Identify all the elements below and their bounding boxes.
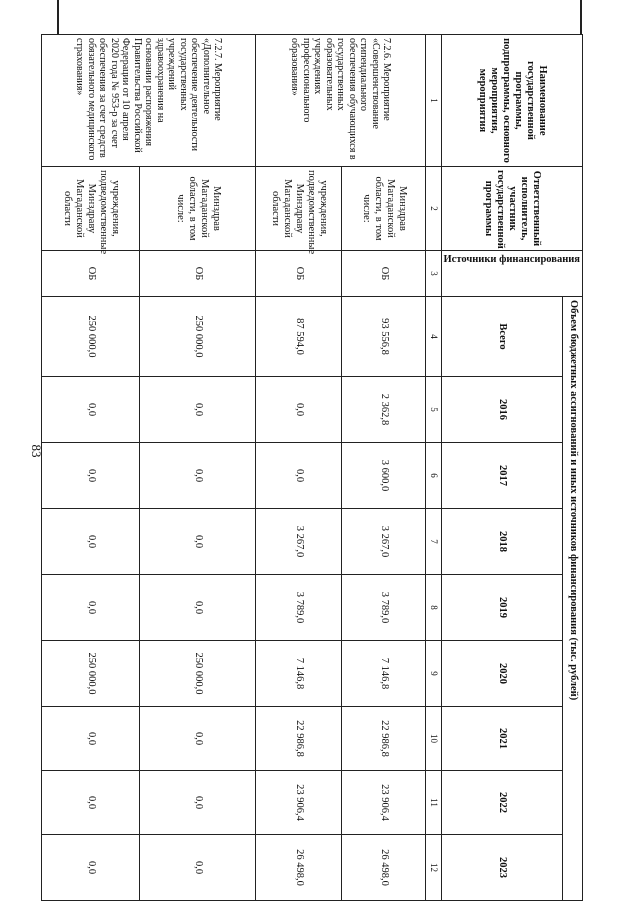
value-cell: 23 906,4 xyxy=(342,771,426,835)
executor-cell: Минздрав Магаданской области, в том числе: xyxy=(140,167,256,251)
value-cell: 0,0 xyxy=(140,771,256,835)
value-total: 93 556,8 xyxy=(342,297,426,377)
funding-table xyxy=(41,34,583,901)
value-cell: 0,0 xyxy=(42,707,140,771)
value-cell: 7 146,8 xyxy=(256,641,342,707)
top-border-right xyxy=(580,0,582,34)
header-year: 2018 xyxy=(441,509,563,575)
column-index: 12 xyxy=(426,835,441,901)
value-cell: 0,0 xyxy=(42,575,140,641)
value-cell: 26 498,0 xyxy=(342,835,426,901)
value-cell: 0,0 xyxy=(42,835,140,901)
executor-cell: учреждения, подведомственные Минздраву Магаданской области xyxy=(42,167,140,251)
header-year: 2019 xyxy=(441,575,563,641)
top-border-left xyxy=(57,0,59,34)
value-cell: 0,0 xyxy=(140,377,256,443)
value-cell: 0,0 xyxy=(42,377,140,443)
column-index: 1 xyxy=(426,35,441,167)
value-cell: 0,0 xyxy=(256,443,342,509)
header-year: 2016 xyxy=(441,377,563,443)
source-cell: ОБ xyxy=(140,251,256,297)
header-name: Наименование государственной программы, подпрограммы, основного мероприятия, мероприятия xyxy=(441,35,582,167)
header-total: Всего xyxy=(441,297,563,377)
value-cell: 22 986,8 xyxy=(256,707,342,771)
value-cell: 22 986,8 xyxy=(342,707,426,771)
value-cell: 0,0 xyxy=(42,443,140,509)
header-executor: Ответственный исполнитель, участник государственной программы xyxy=(441,167,582,251)
value-total: 250 000,0 xyxy=(42,297,140,377)
value-cell: 0,0 xyxy=(140,509,256,575)
column-index: 5 xyxy=(426,377,441,443)
value-cell: 0,0 xyxy=(140,835,256,901)
value-cell: 250 000,0 xyxy=(140,641,256,707)
column-index: 9 xyxy=(426,641,441,707)
value-cell: 0,0 xyxy=(42,509,140,575)
value-cell: 250 000,0 xyxy=(42,641,140,707)
column-index: 7 xyxy=(426,509,441,575)
value-cell: 26 498,0 xyxy=(256,835,342,901)
value-cell: 2 362,8 xyxy=(342,377,426,443)
source-cell: ОБ xyxy=(42,251,140,297)
value-cell: 3 267,0 xyxy=(256,509,342,575)
column-index: 6 xyxy=(426,443,441,509)
value-cell: 0,0 xyxy=(140,575,256,641)
value-total: 250 000,0 xyxy=(140,297,256,377)
column-index: 10 xyxy=(426,707,441,771)
header-year: 2021 xyxy=(441,707,563,771)
executor-cell: Минздрав Магаданской области, в том числе: xyxy=(342,167,426,251)
value-cell: 0,0 xyxy=(256,377,342,443)
table-row xyxy=(140,35,256,901)
value-cell: 7 146,8 xyxy=(342,641,426,707)
value-total: 87 594,0 xyxy=(256,297,342,377)
rotated-table-frame xyxy=(57,34,583,900)
header-year: 2022 xyxy=(441,771,563,835)
value-cell: 0,0 xyxy=(140,443,256,509)
header-funding-title: Объем бюджетных ассигнований и иных источников финансирования (тыс. рублей) xyxy=(563,297,583,901)
value-cell: 3 267,0 xyxy=(342,509,426,575)
source-cell: ОБ xyxy=(256,251,342,297)
value-cell: 3 600,0 xyxy=(342,443,426,509)
measure-name: 7.2.7. Мероприятие «Дополнительное обеспечение деятельности государственных учреждений здравоохранения на основании распоряжения Правительства Российской Федерации от 10 апреля 2020 года № 953-р за счет обеспечения за счет средств обязательного медицинского страхования» xyxy=(42,35,256,167)
header-source: Источники финансирования xyxy=(441,251,582,297)
column-index: 2 xyxy=(426,167,441,251)
value-cell: 3 789,0 xyxy=(342,575,426,641)
column-index: 11 xyxy=(426,771,441,835)
value-cell: 0,0 xyxy=(140,707,256,771)
page-number: 83 xyxy=(29,444,44,458)
measure-name: 7.2.6. Мероприятие «Совершенствование стипендиального обеспечения обучающихся в государственных образовательных учреждениях профессионального образования» xyxy=(256,35,426,167)
column-index: 4 xyxy=(426,297,441,377)
table-row xyxy=(342,35,426,901)
value-cell: 23 906,4 xyxy=(256,771,342,835)
executor-cell: учреждения, подведомственные Минздраву Магаданской области xyxy=(256,167,342,251)
header-year: 2017 xyxy=(441,443,563,509)
header-year: 2020 xyxy=(441,641,563,707)
column-index: 3 xyxy=(426,251,441,297)
source-cell: ОБ xyxy=(342,251,426,297)
column-index: 8 xyxy=(426,575,441,641)
value-cell: 0,0 xyxy=(42,771,140,835)
rotated-table-wrapper xyxy=(57,34,583,900)
value-cell: 3 789,0 xyxy=(256,575,342,641)
header-year: 2023 xyxy=(441,835,563,901)
